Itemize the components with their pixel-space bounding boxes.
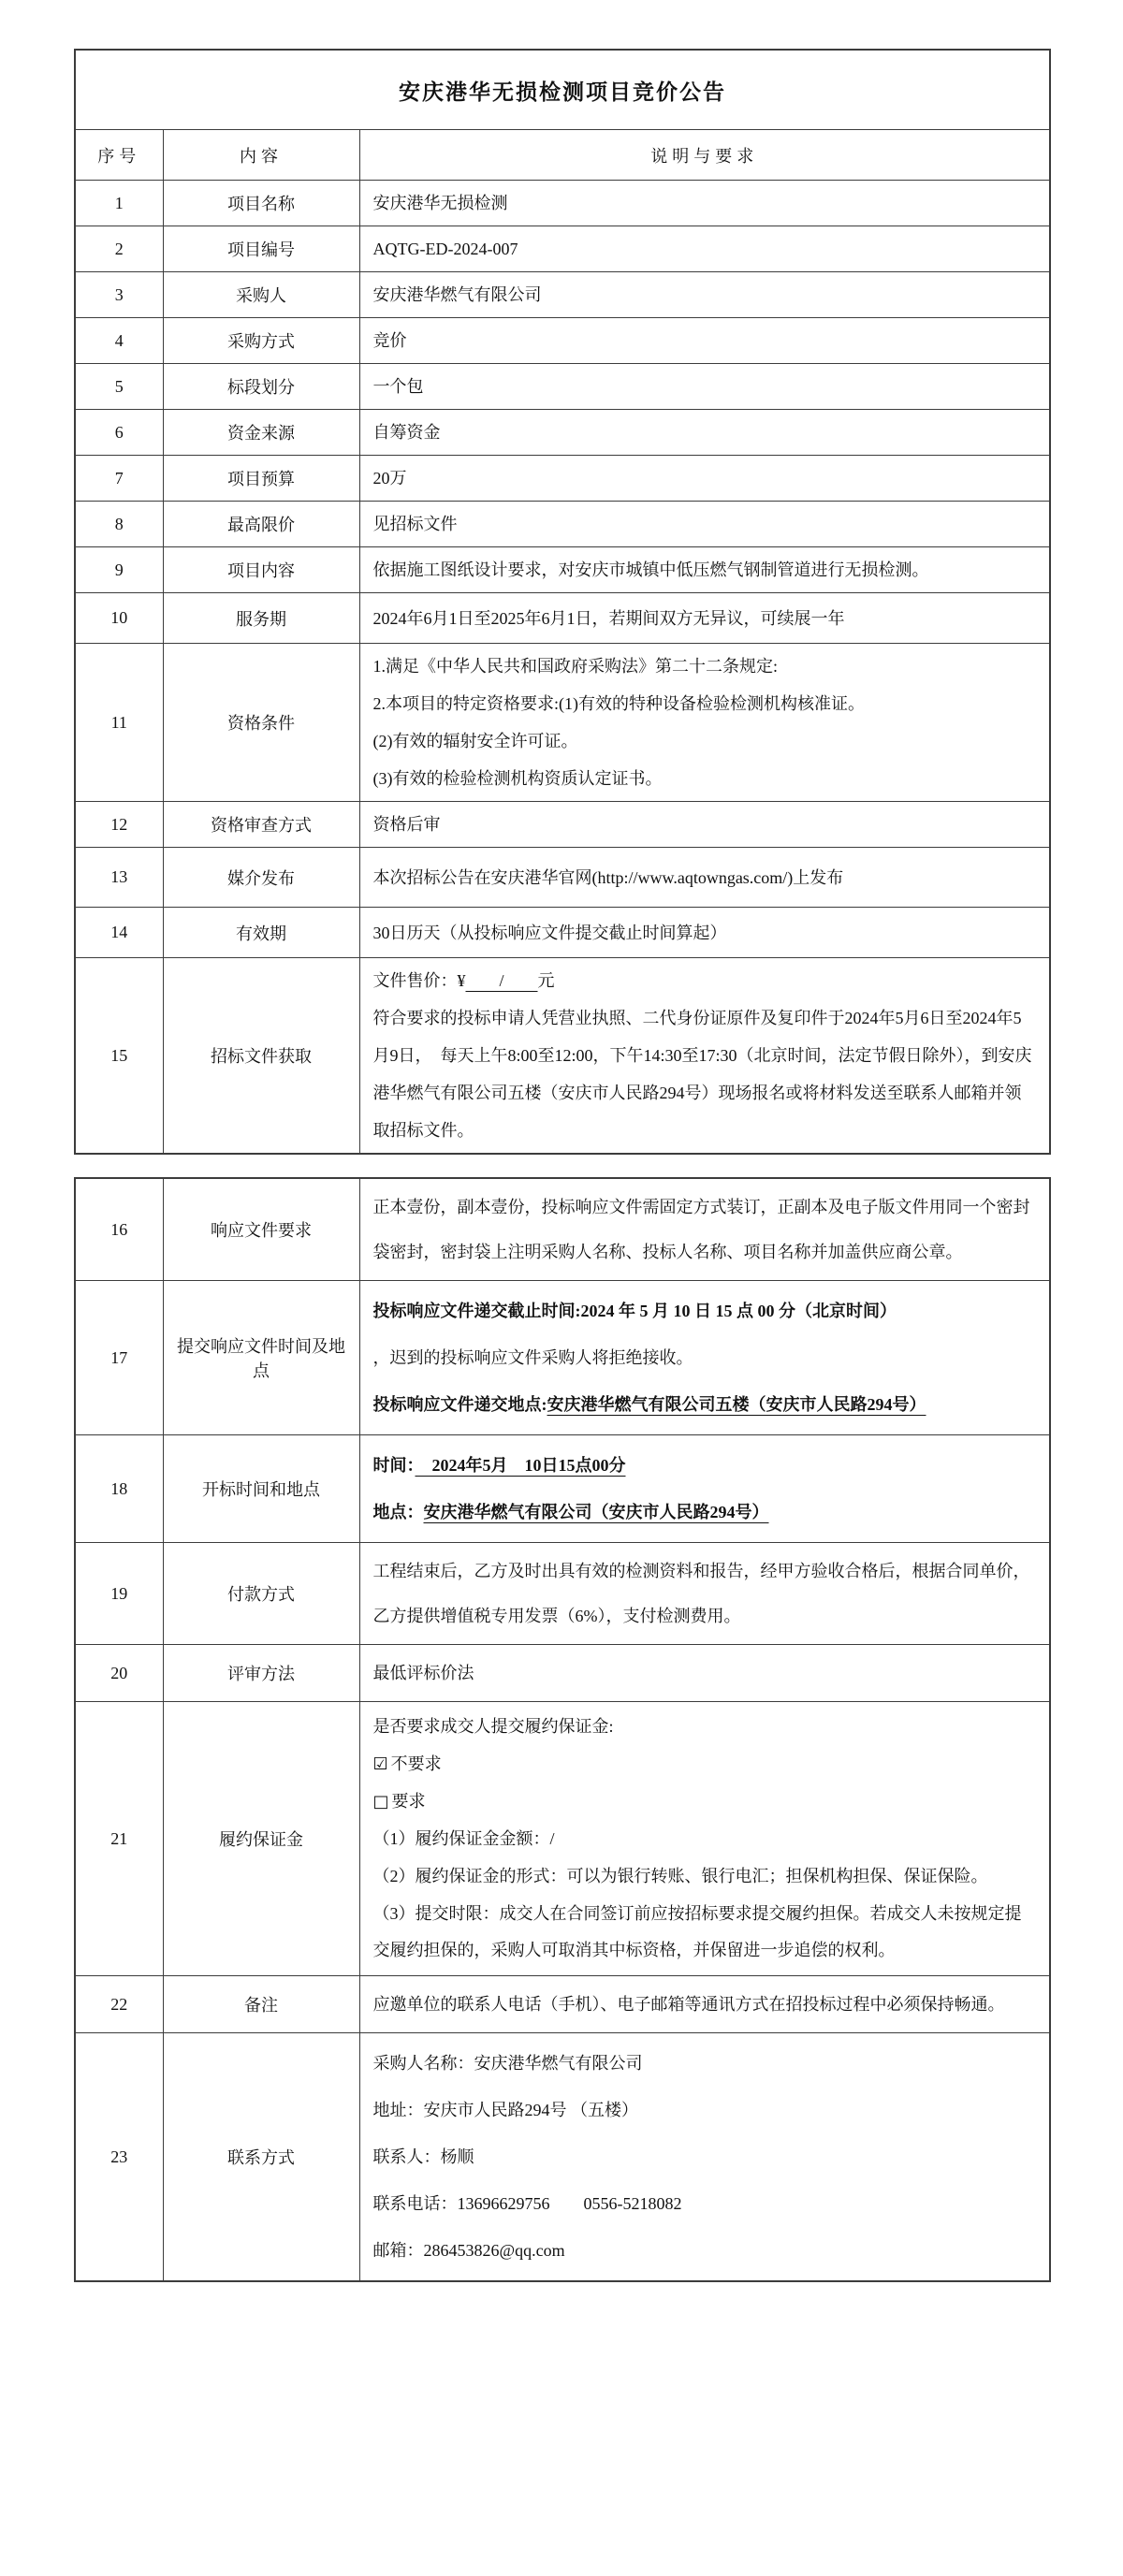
row-label: 最高限价 xyxy=(163,502,359,547)
row-label: 开标时间和地点 xyxy=(163,1435,359,1543)
row-label: 资格审查方式 xyxy=(163,802,359,848)
opening-place-label: 地点： xyxy=(372,1503,424,1521)
row-number: 12 xyxy=(75,802,163,848)
contact-person: 联系人：杨顺 xyxy=(372,2147,474,2166)
row-desc: 自筹资金 xyxy=(359,410,1050,456)
row-label: 评审方法 xyxy=(163,1645,359,1702)
row-number: 5 xyxy=(75,364,163,410)
row-label: 项目内容 xyxy=(163,547,359,593)
table-row-19 xyxy=(75,1543,1050,1645)
contact-email: 邮箱：286453826@qq.com xyxy=(372,2241,565,2260)
row-label: 联系方式 xyxy=(163,2033,359,2282)
table-row-12 xyxy=(75,802,1050,848)
table-separator xyxy=(74,1155,1123,1177)
table-row-18 xyxy=(75,1435,1050,1543)
row-label: 资格条件 xyxy=(163,644,359,802)
row-label: 有效期 xyxy=(163,908,359,958)
row-desc: 安庆港华燃气有限公司 xyxy=(359,272,1050,318)
bond-deadline: （3）提交时限：成交人在合同签订前应按招标要求提交履约担保。若成交人未按规定提交履约担保的，采购人可取消其中标资格，并保留进一步追偿的权利。 xyxy=(372,1904,1022,1959)
price-suffix: 元 xyxy=(537,971,555,990)
table-row-2 xyxy=(75,226,1050,272)
row-number: 17 xyxy=(75,1281,163,1435)
row-desc xyxy=(359,644,1050,802)
row-number: 13 xyxy=(75,848,163,908)
submission-deadline: 投标响应文件递交截止时间:2024 年 5 月 10 日 15 点 00 分（北京时间） xyxy=(372,1302,897,1320)
table-row-22 xyxy=(75,1976,1050,2033)
row-label: 响应文件要求 xyxy=(163,1178,359,1281)
table-row-6 xyxy=(75,410,1050,456)
bond-option-required-label: 要求 xyxy=(391,1792,426,1811)
row-label: 媒介发布 xyxy=(163,848,359,908)
row-desc xyxy=(359,1281,1050,1435)
row-number: 2 xyxy=(75,226,163,272)
qualification-line: 1.满足《中华人民共和国政府采购法》第二十二条规定: xyxy=(372,657,778,676)
row-desc xyxy=(359,1435,1050,1543)
row-number: 3 xyxy=(75,272,163,318)
table-row-7 xyxy=(75,456,1050,502)
table-row-20 xyxy=(75,1645,1050,1702)
row-desc: 工程结束后，乙方及时出具有效的检测资料和报告，经甲方验收合格后，根据合同单价，乙方提供增值税专用发票（6%），支付检测费用。 xyxy=(359,1543,1050,1645)
row-number: 9 xyxy=(75,547,163,593)
table-row-1 xyxy=(75,181,1050,226)
row-number: 7 xyxy=(75,456,163,502)
row-desc: 最低评标价法 xyxy=(359,1645,1050,1702)
row-label: 项目预算 xyxy=(163,456,359,502)
opening-place-line xyxy=(373,1490,1037,1535)
row-desc: 2024年6月1日至2025年6月1日，若期间双方无异议，可续展一年 xyxy=(359,593,1050,644)
row-label: 备注 xyxy=(163,1976,359,2033)
row-desc xyxy=(359,1702,1050,1976)
opening-time-label: 时间： xyxy=(372,1456,416,1475)
submission-place-line xyxy=(373,1382,1037,1427)
row-number: 1 xyxy=(75,181,163,226)
qualification-line: (3)有效的检验检测机构资质认定证书。 xyxy=(372,769,663,788)
opening-time-line xyxy=(373,1443,1037,1488)
table-row-14 xyxy=(75,908,1050,958)
qualification-line: (2)有效的辐射安全许可证。 xyxy=(372,732,578,750)
row-number: 21 xyxy=(75,1702,163,1976)
checked-checkbox-icon: ☑ xyxy=(372,1754,388,1774)
row-number: 18 xyxy=(75,1435,163,1543)
row-desc xyxy=(359,2033,1050,2282)
row-desc: 一个包 xyxy=(359,364,1050,410)
row-desc xyxy=(359,958,1050,1155)
row-label: 采购方式 xyxy=(163,318,359,364)
row-label: 服务期 xyxy=(163,593,359,644)
row-number: 14 xyxy=(75,908,163,958)
row-label: 履约保证金 xyxy=(163,1702,359,1976)
table-row-13 xyxy=(75,848,1050,908)
table-row-21 xyxy=(75,1702,1050,1976)
row-desc: 30日历天（从投标响应文件提交截止时间算起） xyxy=(359,908,1050,958)
row-number: 6 xyxy=(75,410,163,456)
table-row-16 xyxy=(75,1178,1050,1281)
row-label: 招标文件获取 xyxy=(163,958,359,1155)
qualification-line: 2.本项目的特定资格要求:(1)有效的特种设备检验检测机构核准证。 xyxy=(372,694,865,713)
table-row-3 xyxy=(75,272,1050,318)
row-label: 项目编号 xyxy=(163,226,359,272)
row-label: 采购人 xyxy=(163,272,359,318)
unchecked-checkbox-icon: □ xyxy=(372,1792,389,1812)
row-desc: 本次招标公告在安庆港华官网(http://www.aqtowngas.com/)上发布 xyxy=(359,848,1050,908)
table-row-9 xyxy=(75,547,1050,593)
row-number: 20 xyxy=(75,1645,163,1702)
row-desc: 安庆港华无损检测 xyxy=(359,181,1050,226)
table-row-23 xyxy=(75,2033,1050,2282)
row-desc: 见招标文件 xyxy=(359,502,1050,547)
row-desc: 资格后审 xyxy=(359,802,1050,848)
column-header-content: 内容 xyxy=(163,130,359,181)
announcement-table-part1 xyxy=(74,49,1051,1155)
table-row-11 xyxy=(75,644,1050,802)
document-obtain-text: 符合要求的投标申请人凭营业执照、二代身份证原件及复印件于2024年5月6日至2024年5月9日， 每天上午8:00至12:00，下午14:30至17:30（北京时间，法定节假日除外），到安庆港华燃气有限公司五楼（安庆市人民路294号）现场报名或将材料发送至联系人邮箱并领取招标文件。 xyxy=(372,1009,1032,1140)
table-row-4 xyxy=(75,318,1050,364)
header-row xyxy=(75,130,1050,181)
bond-option-not-required xyxy=(373,1746,1037,1783)
row-desc: AQTG-ED-2024-007 xyxy=(359,226,1050,272)
submission-place-value: 安庆港华燃气有限公司五楼（安庆市人民路294号） xyxy=(547,1395,926,1414)
row-desc: 正本壹份，副本壹份，投标响应文件需固定方式装订，正副本及电子版文件用同一个密封袋密封，密封袋上注明采购人名称、投标人名称、项目名称并加盖供应商公章。 xyxy=(359,1178,1050,1281)
row-number: 10 xyxy=(75,593,163,644)
row-label: 付款方式 xyxy=(163,1543,359,1645)
row-label: 项目名称 xyxy=(163,181,359,226)
page-title: 安庆港华无损检测项目竞价公告 xyxy=(75,50,1050,130)
bond-option-not-required-label: 不要求 xyxy=(390,1754,442,1773)
column-header-desc: 说明与要求 xyxy=(359,130,1050,181)
contact-address: 地址：安庆市人民路294号 （五楼） xyxy=(372,2101,638,2119)
row-label: 提交响应文件时间及地点 xyxy=(163,1281,359,1435)
document-price-line xyxy=(373,962,1037,999)
bond-form: （2）履约保证金的形式：可以为银行转账、银行电汇；担保机构担保、保证保险。 xyxy=(372,1867,988,1885)
price-prefix: 文件售价：¥ xyxy=(372,971,466,990)
announcement-table-part2 xyxy=(74,1177,1051,2282)
contact-phone: 联系电话：13696629756 0556-5218082 xyxy=(372,2194,682,2213)
row-label: 资金来源 xyxy=(163,410,359,456)
bond-amount: （1）履约保证金金额：/ xyxy=(372,1829,555,1848)
opening-place-value: 安庆港华燃气有限公司（安庆市人民路294号） xyxy=(423,1503,769,1521)
row-desc: 应邀单位的联系人电话（手机）、电子邮箱等通讯方式在招投标过程中必须保持畅通。 xyxy=(359,1976,1050,2033)
row-label: 标段划分 xyxy=(163,364,359,410)
row-desc: 竞价 xyxy=(359,318,1050,364)
row-number: 8 xyxy=(75,502,163,547)
row-number: 23 xyxy=(75,2033,163,2282)
column-header-no: 序号 xyxy=(75,130,163,181)
row-number: 16 xyxy=(75,1178,163,1281)
contact-purchaser-name: 采购人名称：安庆港华燃气有限公司 xyxy=(372,2054,643,2073)
table-row-5 xyxy=(75,364,1050,410)
row-number: 4 xyxy=(75,318,163,364)
row-number: 11 xyxy=(75,644,163,802)
row-number: 15 xyxy=(75,958,163,1155)
title-row xyxy=(75,50,1050,130)
row-desc: 依据施工图纸设计要求，对安庆市城镇中低压燃气钢制管道进行无损检测。 xyxy=(359,547,1050,593)
bond-question: 是否要求成交人提交履约保证金: xyxy=(372,1717,614,1736)
table-row-17 xyxy=(75,1281,1050,1435)
row-number: 19 xyxy=(75,1543,163,1645)
price-blank: / xyxy=(465,971,538,990)
bond-option-required xyxy=(373,1783,1037,1820)
table-row-15 xyxy=(75,958,1050,1155)
late-submission-note: ，迟到的投标响应文件采购人将拒绝接收。 xyxy=(372,1348,693,1367)
row-number: 22 xyxy=(75,1976,163,2033)
table-row-10 xyxy=(75,593,1050,644)
table-row-8 xyxy=(75,502,1050,547)
submission-place-label: 投标响应文件递交地点: xyxy=(372,1395,547,1414)
opening-time-value: 2024年5月 10日15点00分 xyxy=(415,1456,626,1475)
row-desc: 20万 xyxy=(359,456,1050,502)
